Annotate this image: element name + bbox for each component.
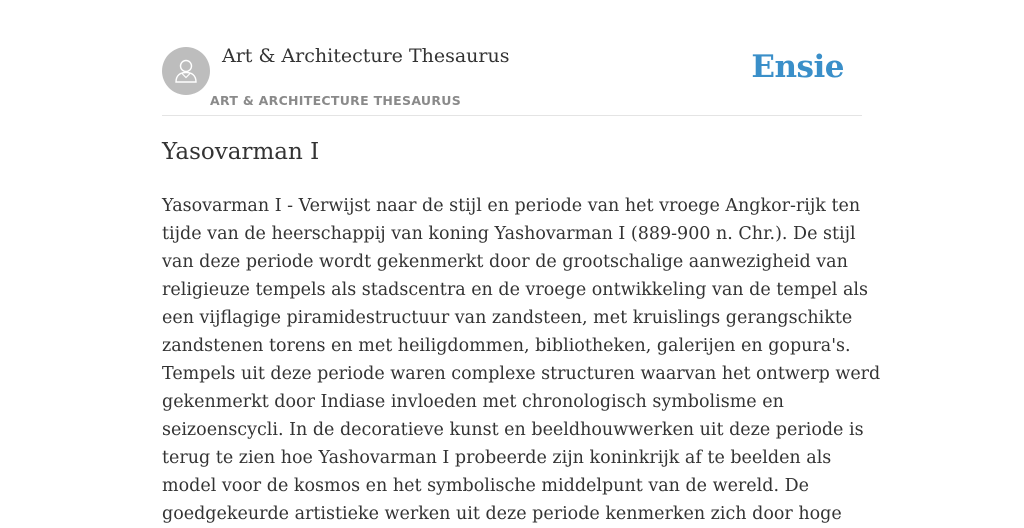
article-body: [162, 192, 881, 528]
author-avatar[interactable]: [162, 47, 210, 95]
article-line: tijde van de heerschappij van koning Yashovarman I (889-900 n. Chr.). De stijl: [162, 224, 856, 244]
article-line: goedgekeurde artistieke werken uit deze periode kenmerken zich door hoge: [162, 504, 842, 524]
article-line: model voor de kosmos en het symbolische middelpunt van de wereld. De: [162, 476, 809, 496]
collection-label[interactable]: ART & ARCHITECTURE THESAURUS: [210, 93, 462, 108]
article-line: Yasovarman I - Verwijst naar de stijl en periode van het vroege Angkor-rijk ten: [162, 196, 861, 216]
article-line: religieuze tempels als stadscentra en de vroege ontwikkeling van de tempel als: [162, 280, 868, 300]
ensie-logo[interactable]: Ensie: [751, 49, 844, 85]
article-line: zandstenen torens en met heiligdommen, bibliotheken, galerijen en gopura's.: [162, 336, 851, 356]
user-icon: [171, 56, 201, 86]
article-line: van deze periode wordt gekenmerkt door de grootschalige aanwezigheid van: [162, 252, 848, 272]
article-line: terug te zien hoe Yashovarman I probeerde zijn koninkrijk af te beelden als: [162, 448, 832, 468]
article-line: gekenmerkt door Indiase invloeden met chronologisch symbolisme en: [162, 392, 784, 412]
header: [162, 0, 862, 116]
article-title: Yasovarman I: [162, 139, 320, 165]
author-name[interactable]: Art & Architecture Thesaurus: [222, 45, 510, 67]
article-line: seizoenscycli. In de decoratieve kunst en beeldhouwwerken uit deze periode is: [162, 420, 864, 440]
article-line: Tempels uit deze periode waren complexe structuren waarvan het ontwerp werd: [162, 364, 881, 384]
article-line: een vijflagige piramidestructuur van zandsteen, met kruislings gerangschikte: [162, 308, 853, 328]
